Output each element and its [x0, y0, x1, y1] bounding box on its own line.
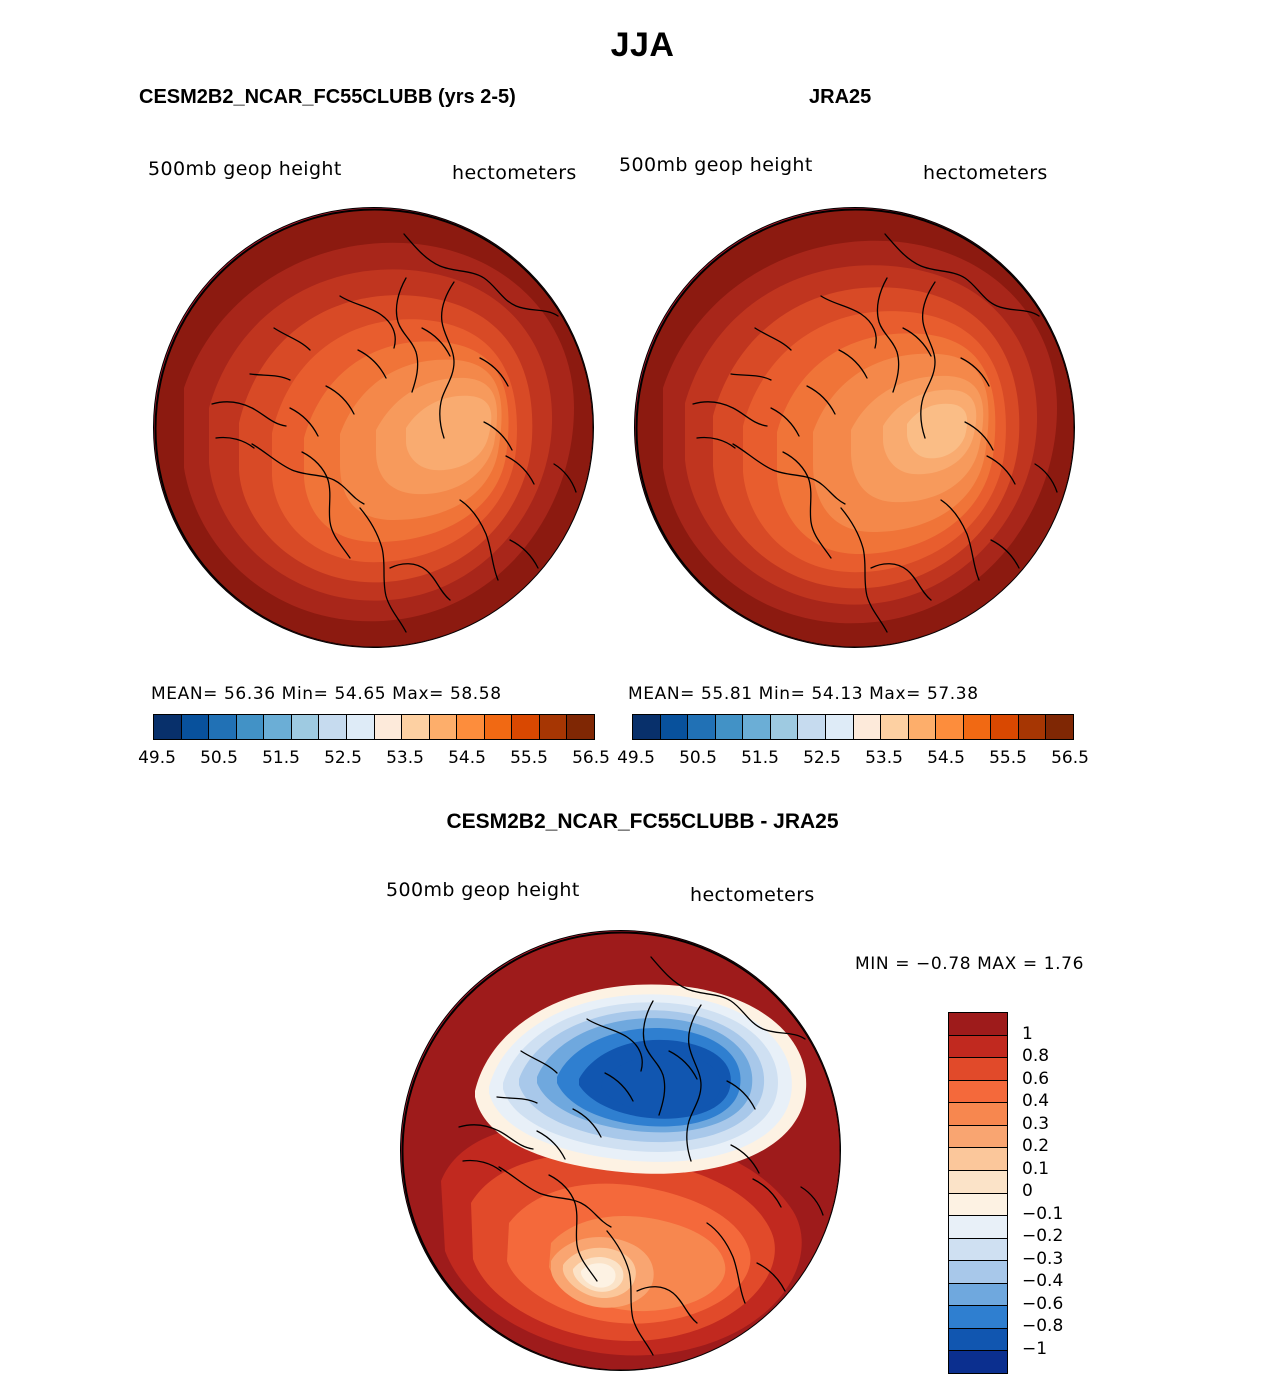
colorbar-swatch: [1046, 715, 1073, 739]
legend-tick-label: 0.2: [1022, 1136, 1050, 1156]
colorbar-swatch: [991, 715, 1019, 739]
left-map-contours: [154, 208, 594, 648]
left-panel-stats: MEAN= 56.36 Min= 54.65 Max= 58.58: [151, 684, 502, 704]
colorbar-swatch: [264, 715, 292, 739]
colorbar-swatch: [485, 715, 513, 739]
legend-tick-label: −0.4: [1022, 1271, 1064, 1291]
colorbar-swatch: [633, 715, 661, 739]
legend-tick-label: 0: [1022, 1181, 1033, 1201]
colorbar-swatch: [743, 715, 771, 739]
left-panel-units: hectometers: [452, 162, 577, 184]
page-title: JJA: [610, 26, 675, 64]
legend-swatch: [949, 1351, 1007, 1373]
diff-panel-title: CESM2B2_NCAR_FC55CLUBB - JRA25: [446, 810, 839, 833]
legend-swatch: [949, 1081, 1007, 1104]
colorbar-tick-label: 49.5: [138, 748, 176, 768]
legend-swatch: [949, 1306, 1007, 1329]
colorbar-swatch: [1019, 715, 1047, 739]
right-colorbar-labels: [605, 748, 1101, 768]
right-panel-units: hectometers: [923, 162, 1048, 184]
colorbar-swatch: [292, 715, 320, 739]
colorbar-tick-label: 54.5: [448, 748, 486, 768]
right-colorbar: [632, 714, 1074, 740]
colorbar-swatch: [826, 715, 854, 739]
colorbar-tick-label: 50.5: [200, 748, 238, 768]
legend-swatch: [949, 1216, 1007, 1239]
legend-tick-label: −0.6: [1022, 1293, 1064, 1314]
colorbar-swatch: [798, 715, 826, 739]
legend-swatch: [949, 1103, 1007, 1126]
diff-polar-map: [400, 930, 841, 1371]
legend-tick-label: −0.2: [1022, 1226, 1064, 1246]
colorbar-swatch: [771, 715, 799, 739]
colorbar-swatch: [854, 715, 882, 739]
colorbar-swatch: [688, 715, 716, 739]
legend-tick-label: 0.1: [1022, 1158, 1050, 1179]
legend-tick-label: 0.8: [1022, 1046, 1050, 1066]
diff-panel-units: hectometers: [690, 884, 815, 906]
legend-tick-label: −0.8: [1022, 1316, 1064, 1336]
colorbar-tick-label: 50.5: [679, 748, 717, 768]
right-polar-map: [634, 207, 1075, 648]
colorbar-swatch: [209, 715, 237, 739]
colorbar-tick-label: 49.5: [617, 748, 655, 768]
legend-tick-label: −1: [1022, 1338, 1048, 1359]
legend-swatch: [949, 1261, 1007, 1284]
colorbar-swatch: [347, 715, 375, 739]
legend-swatch: [949, 1284, 1007, 1307]
colorbar-swatch: [716, 715, 744, 739]
legend-swatch: [949, 1013, 1007, 1036]
colorbar-tick-label: 51.5: [741, 748, 779, 768]
colorbar-swatch: [237, 715, 265, 739]
colorbar-tick-label: 55.5: [989, 748, 1027, 768]
colorbar-swatch: [540, 715, 568, 739]
colorbar-tick-label: 55.5: [510, 748, 548, 768]
diff-legend-labels: [1022, 1012, 1142, 1372]
legend-tick-label: 0.6: [1022, 1068, 1050, 1089]
left-panel-field: 500mb geop height: [148, 158, 342, 180]
legend-tick-label: 1: [1022, 1023, 1033, 1044]
colorbar-swatch: [402, 715, 430, 739]
left-colorbar-labels: [126, 748, 622, 768]
colorbar-swatch: [936, 715, 964, 739]
legend-swatch: [949, 1239, 1007, 1262]
colorbar-swatch: [661, 715, 689, 739]
colorbar-swatch: [375, 715, 403, 739]
colorbar-tick-label: 53.5: [865, 748, 903, 768]
legend-swatch: [949, 1329, 1007, 1352]
colorbar-tick-label: 52.5: [803, 748, 841, 768]
colorbar-swatch: [430, 715, 458, 739]
colorbar-tick-label: 56.5: [1051, 748, 1089, 768]
colorbar-swatch: [909, 715, 937, 739]
legend-tick-label: 0.3: [1022, 1113, 1050, 1134]
colorbar-tick-label: 56.5: [572, 748, 610, 768]
legend-swatch: [949, 1036, 1007, 1059]
legend-swatch: [949, 1194, 1007, 1217]
legend-swatch: [949, 1126, 1007, 1149]
colorbar-tick-label: 53.5: [386, 748, 424, 768]
legend-swatch: [949, 1058, 1007, 1081]
left-polar-map: [153, 207, 594, 648]
colorbar-swatch: [964, 715, 992, 739]
colorbar-swatch: [567, 715, 594, 739]
diff-map-contours: [401, 931, 841, 1371]
legend-tick-label: 0.4: [1022, 1091, 1050, 1111]
colorbar-tick-label: 54.5: [927, 748, 965, 768]
legend-swatch: [949, 1148, 1007, 1171]
right-panel-stats: MEAN= 55.81 Min= 54.13 Max= 57.38: [628, 684, 979, 704]
legend-tick-label: −0.1: [1022, 1203, 1064, 1224]
colorbar-swatch: [182, 715, 210, 739]
right-panel-title: JRA25: [809, 86, 872, 108]
legend-tick-label: −0.3: [1022, 1248, 1064, 1269]
left-panel-title: CESM2B2_NCAR_FC55CLUBB (yrs 2-5): [139, 86, 516, 108]
left-colorbar: [153, 714, 595, 740]
colorbar-tick-label: 51.5: [262, 748, 300, 768]
colorbar-swatch: [319, 715, 347, 739]
diff-minmax-label: MIN = −0.78 MAX = 1.76: [855, 954, 1084, 974]
right-map-contours: [635, 208, 1075, 648]
diff-legend-colorbar: [948, 1012, 1008, 1374]
diff-panel-field: 500mb geop height: [386, 879, 580, 901]
right-panel-field: 500mb geop height: [619, 154, 813, 176]
colorbar-swatch: [512, 715, 540, 739]
colorbar-swatch: [154, 715, 182, 739]
colorbar-swatch: [457, 715, 485, 739]
colorbar-swatch: [881, 715, 909, 739]
legend-swatch: [949, 1171, 1007, 1194]
colorbar-tick-label: 52.5: [324, 748, 362, 768]
